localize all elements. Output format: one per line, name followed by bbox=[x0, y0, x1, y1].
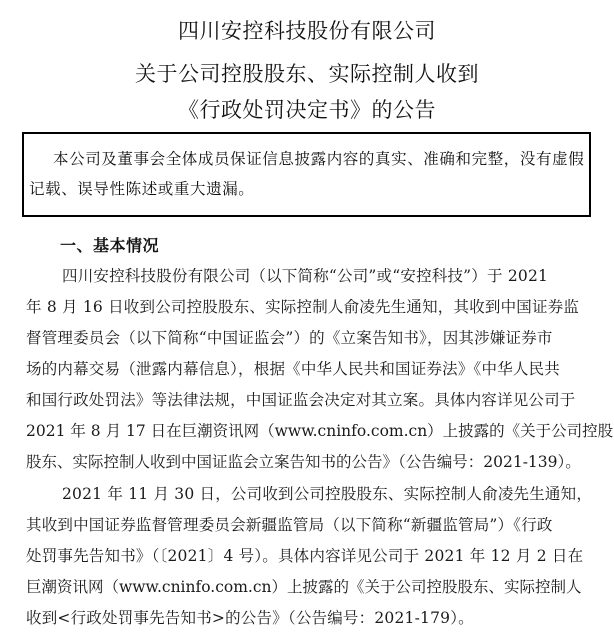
paragraph-line: 四川安控科技股份有限公司（以下简称“公司”或“安控科技”）于 2021 bbox=[62, 267, 549, 285]
paragraph-line: 年 8 月 16 日收到公司控股股东、实际控制人俞凌先生通知，其收到中国证券监 bbox=[26, 298, 580, 316]
paragraph-line: 处罚事先告知书》（〔2021〕4 号）。具体内容详见公司于 2021 年 12 月 2 日在 bbox=[26, 547, 584, 565]
paragraph-line: 2021 年 8 月 17 日在巨潮资讯网（www.cninfo.com.cn）上披露的《关于公司控股 bbox=[26, 422, 614, 440]
disclaimer-line-1: 本公司及董事会全体成员保证信息披露内容的真实、准确和完整，没有虚假 bbox=[53, 150, 585, 168]
paragraph-line: 其收到中国证券监督管理委员会新疆监管局（以下简称“新疆监管局”）《行政 bbox=[26, 516, 553, 534]
paragraph-line: 收到<行政处罚事先告知书>的公告》（公告编号：2021-179）。 bbox=[26, 609, 474, 627]
disclaimer-line-2: 记载、误导性陈述或重大遗漏。 bbox=[29, 180, 255, 198]
paragraph-line: 巨潮资讯网（www.cninfo.com.cn）上披露的《关于公司控股股东、实际控制人 bbox=[26, 578, 582, 596]
paragraph-line: 场的内幕交易（泄露内幕信息），根据《中华人民共和国证券法》《中华人民共 bbox=[26, 360, 561, 378]
announcement-title-line-2: 关于公司控股股东、实际控制人收到 bbox=[135, 62, 479, 86]
paragraph-line: 和国行政处罚法》等法律法规，中国证监会决定对其立案。具体内容详见公司于 bbox=[26, 391, 576, 409]
announcement-title-line-3: 《行政处罚决定书》的公告 bbox=[178, 98, 436, 122]
paragraph-line: 股东、实际控制人收到中国证监会立案告知书的公告》（公告编号：2021-139）。 bbox=[26, 453, 581, 471]
disclaimer-box bbox=[22, 132, 591, 217]
paragraph-line: 2021 年 11 月 30 日，公司收到公司控股股东、实际控制人俞凌先生通知， bbox=[62, 485, 593, 503]
company-name: 四川安控科技股份有限公司 bbox=[178, 19, 436, 43]
section-heading-basic-info: 一、基本情况 bbox=[60, 236, 160, 255]
paragraph-line: 督管理委员会（以下简称“中国证监会”）的《立案告知书》，因其涉嫌证券市 bbox=[26, 329, 553, 347]
